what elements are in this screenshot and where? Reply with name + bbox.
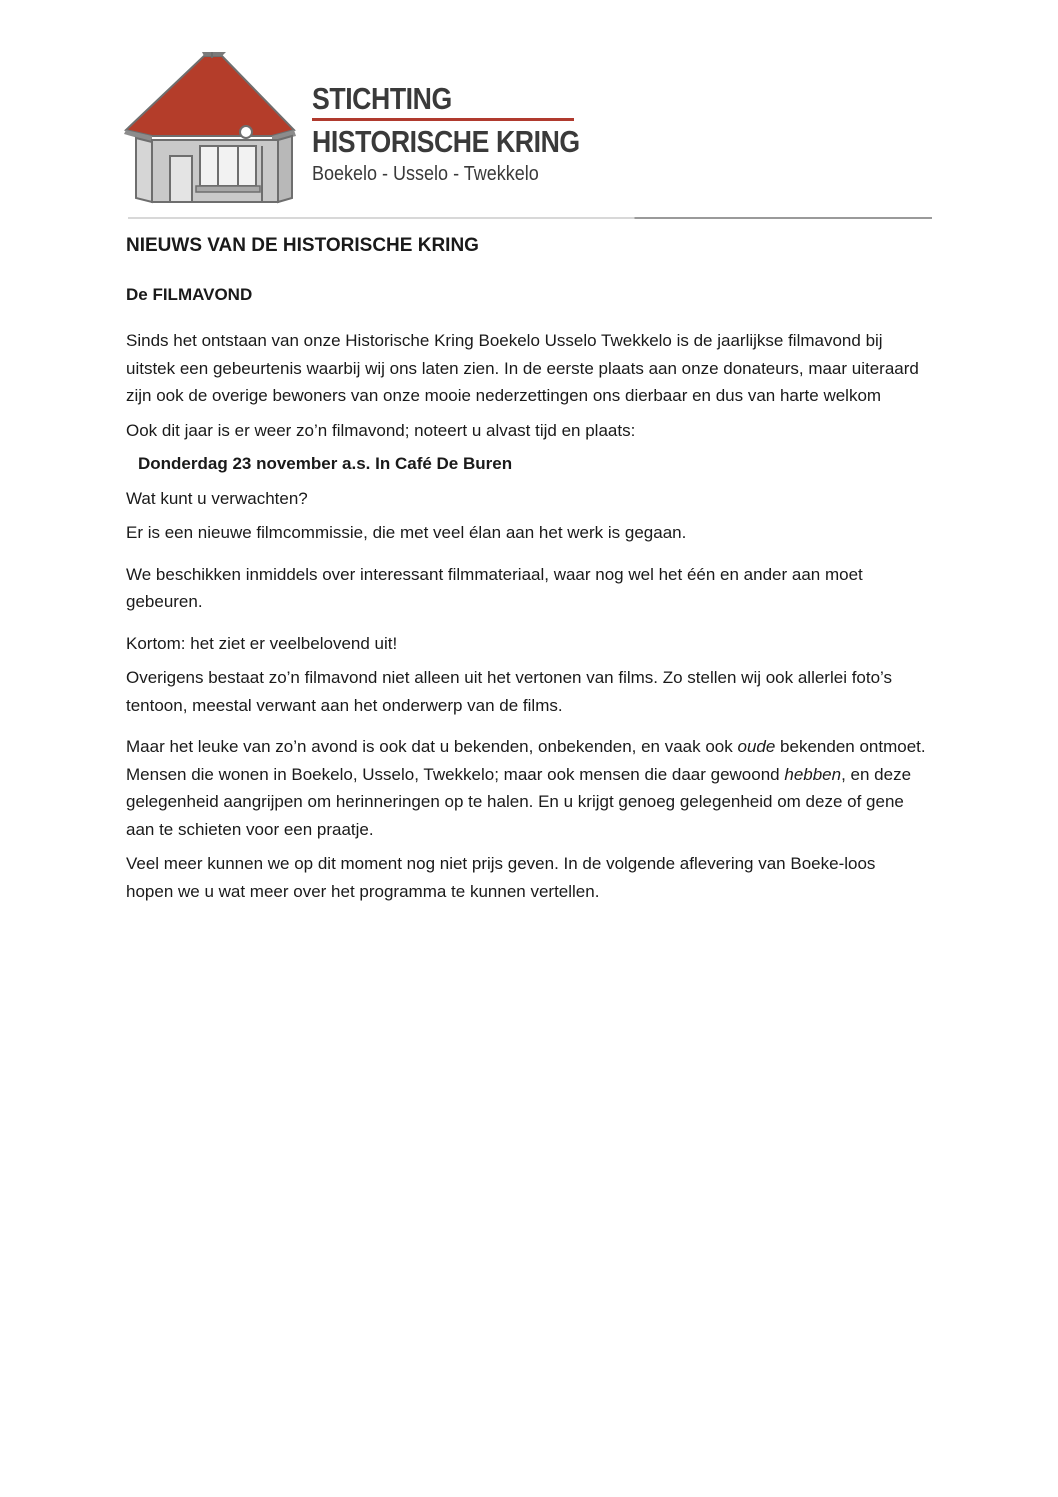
article (126, 232, 926, 905)
logo-line-historische-kring: HISTORISCHE KRING (312, 124, 580, 159)
meeting-text-2: bekenden ontmoet. Mensen die wonen in Boekelo, Usselo, Twekkelo; maar ook mensen die daar gewoond (126, 737, 926, 784)
paragraph-commission: Er is een nieuwe filmcommissie, die met veel élan aan het werk is gegaan. (126, 523, 687, 542)
event-date-location: Donderdag 23 november a.s. In Café De Buren (138, 454, 513, 473)
meeting-text-oude: oude (737, 737, 776, 756)
logo-line-villages: Boekelo - Usselo - Twekkelo (312, 163, 539, 185)
header-divider (128, 217, 932, 219)
paragraph-intro: Sinds het ontstaan van onze Historische Kring Boekelo Usselo Twekkelo is de jaarlijkse filmavond bij uitstek een gebeurtenis waarbij wij ons laten zien. In de eerste plaats aan onze donateurs, maar uiteraard zijn ook de overige bewoners van onze mooie nederzettingen ons dierbaar en dus van harte welkom (126, 331, 919, 405)
paragraph-material: We beschikken inmiddels over interessant filmmateriaal, waar nog wel het één en ander aan moet gebeuren. (126, 564, 863, 611)
meeting-text-1: Maar het leuke van zo’n avond is ook dat u bekenden, onbekenden, en vaak ook (126, 737, 738, 756)
article-subtitle: De FILMAVOND (126, 285, 253, 304)
page-title: NIEUWS VAN DE HISTORISCHE KRING (126, 235, 479, 256)
paragraph-announcement: Ook dit jaar is er weer zo’n filmavond; noteert u alvast tijd en plaats: (126, 420, 636, 440)
logo-line-stichting: STICHTING (312, 81, 452, 116)
paragraph-promising: Kortom: het ziet er veelbelovend uit! (126, 633, 398, 653)
house-logo-icon (122, 52, 298, 204)
meeting-text-3: , en deze gelegenheid aangrijpen om herinneringen op te halen. En u krijgt genoeg gelegenheid om deze of gene aan te schieten voor een praatje. (126, 764, 912, 839)
paragraph-closing: Veel meer kunnen we op dit moment nog niet prijs geven. In de volgende aflevering van Boeke-loos hopen we u wat meer over het programma te kunnen vertellen. (126, 854, 876, 901)
letterhead (122, 52, 932, 224)
paragraph-question: Wat kunt u verwachten? (126, 488, 308, 508)
logo-red-rule (312, 118, 574, 121)
paragraph-photos: Overigens bestaat zo’n filmavond niet alleen uit het vertonen van films. Zo stellen wij ook allerlei foto’s tentoon, meestal verwant aan het onderwerp van de films. (126, 668, 893, 715)
paragraph-meeting (126, 733, 926, 843)
meeting-text-hebben: hebben (784, 764, 842, 784)
organization-name (312, 82, 602, 187)
